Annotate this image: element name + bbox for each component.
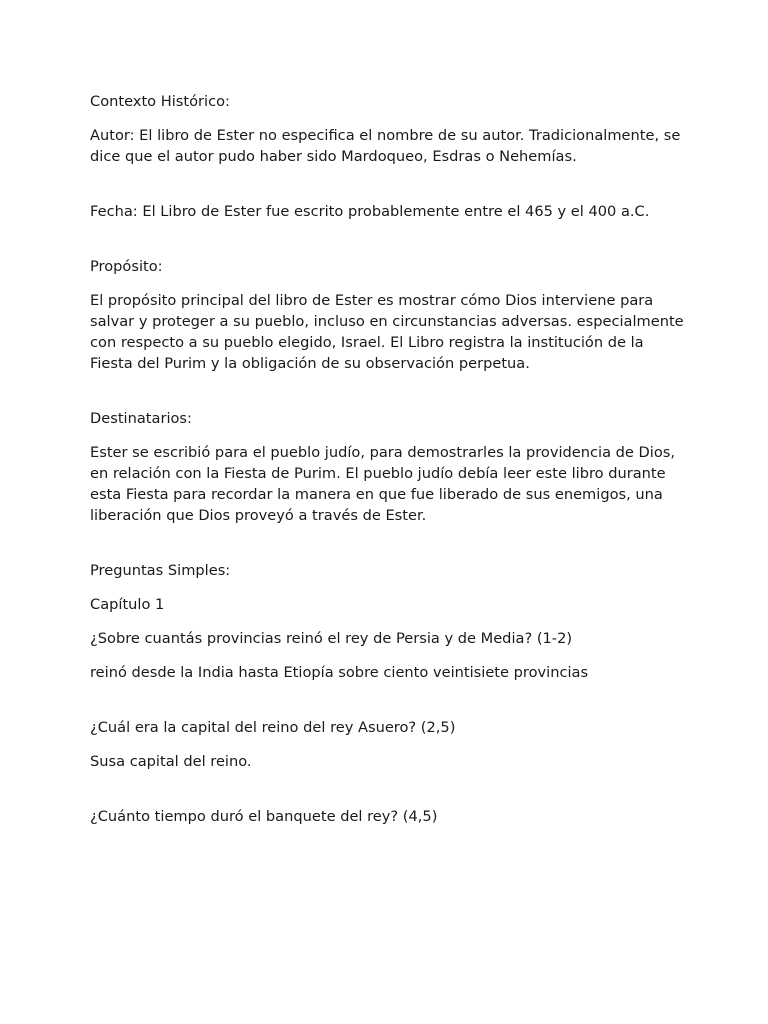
paragraph-autor: Autor: El libro de Ester no especifica el nombre de su autor. Tradicionalmente, se dice que el autor pudo haber sido Mardoqueo, Esdras o Nehemías. xyxy=(90,127,681,165)
section-heading-preguntas: Preguntas Simples: xyxy=(90,562,231,579)
section-heading-destinatarios: Destinatarios: xyxy=(90,410,192,427)
document-body xyxy=(90,91,690,840)
paragraph-proposito: El propósito principal del libro de Ester es mostrar cómo Dios interviene para salvar y proteger a su pueblo, incluso en circunstancias adversas. especialmente con respecto a su pueblo elegido, Israel. El Libro registra la institución de la Fiesta del Purim y la obligación de su observación perpetua. xyxy=(90,292,684,372)
section-heading-contexto: Contexto Histórico: xyxy=(90,93,230,110)
answer-2: Susa capital del reino. xyxy=(90,753,252,770)
chapter-heading: Capítulo 1 xyxy=(90,596,165,613)
question-3: ¿Cuánto tiempo duró el banquete del rey? (4,5) xyxy=(90,808,438,825)
paragraph-destinatarios: Ester se escribió para el pueblo judío, para demostrarles la providencia de Dios, en relación con la Fiesta de Purim. El pueblo judío debía leer este libro durante esta Fiesta para recordar la manera en que fue liberado de sus enemigos, una liberación que Dios proveyó a través de Ester. xyxy=(90,444,676,524)
question-1: ¿Sobre cuantás provincias reinó el rey de Persia y de Media? (1-2) xyxy=(90,630,573,647)
question-2: ¿Cuál era la capital del reino del rey Asuero? (2,5) xyxy=(90,719,456,736)
answer-1: reinó desde la India hasta Etiopía sobre ciento veintisiete provincias xyxy=(90,664,589,681)
paragraph-fecha: Fecha: El Libro de Ester fue escrito probablemente entre el 465 y el 400 a.C. xyxy=(90,203,650,220)
section-heading-proposito: Propósito: xyxy=(90,258,163,275)
